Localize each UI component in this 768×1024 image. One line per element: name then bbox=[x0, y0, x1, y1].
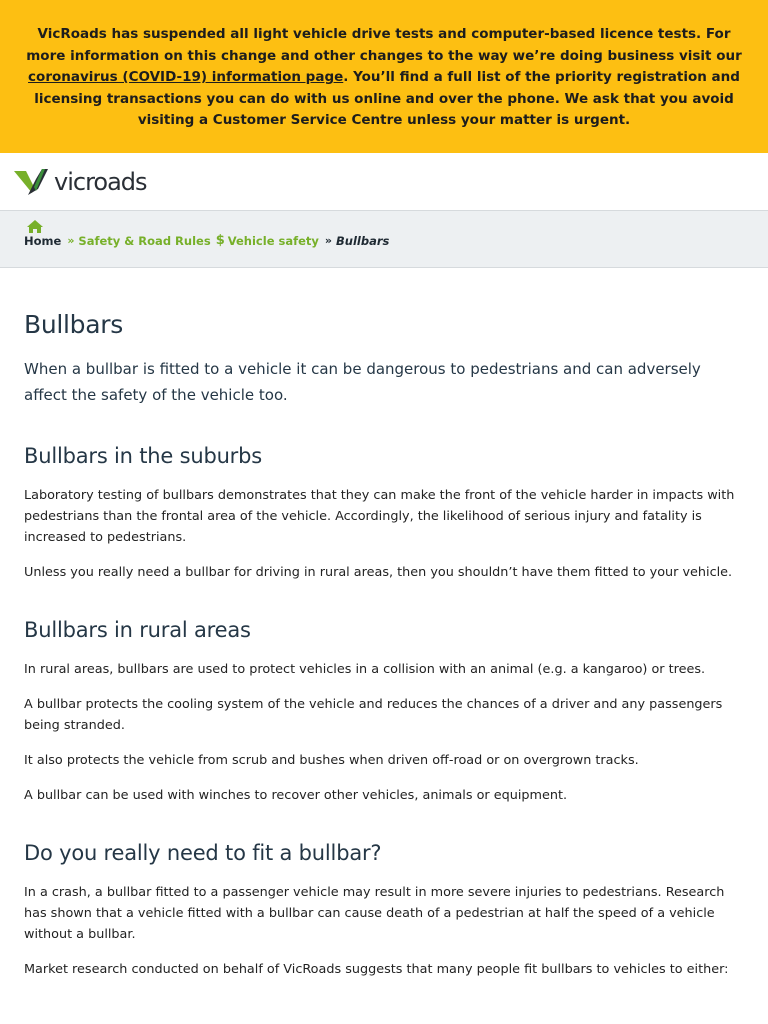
chevron-double-right-icon: » bbox=[324, 234, 333, 247]
paragraph: In rural areas, bullbars are used to protect vehicles in a collision with an animal (e.g. a kangaroo) or trees. bbox=[24, 662, 706, 677]
paragraph: A bullbar can be used with winches to recover other vehicles, animals or equipment. bbox=[24, 788, 568, 803]
paragraph: In a crash, a bullbar fitted to a passenger vehicle may result in more severe injuries to pedestrians. Research has shown that a vehicle fitted with a bullbar can cause death of a pedestrian at half the speed of a vehicle without a bullbar. bbox=[24, 885, 725, 942]
lead-paragraph: When a bullbar is fitted to a vehicle it can be dangerous to pedestrians and can adversely affect the safety of the vehicle too. bbox=[24, 360, 701, 404]
section-heading-need-bullbar: Do you really need to fit a bullbar? bbox=[24, 841, 382, 865]
paragraph: It also protects the vehicle from scrub and bushes when driven off-road or on overgrown tracks. bbox=[24, 753, 639, 768]
alert-text-before: VicRoads has suspended all light vehicle drive tests and computer-based licence tests. For more information on this change and other changes to the way we’re doing business visit our bbox=[26, 26, 742, 64]
covid-alert-banner bbox=[0, 0, 768, 153]
alert-text-after: . You’ll find a full list of the priority registration and licensing transactions you can do with us online and over the phone. We ask that you avoid visiting a Customer Service Centre unless your matter is urgent. bbox=[34, 69, 740, 128]
chevron-double-right-icon: » bbox=[67, 234, 75, 247]
site-header bbox=[0, 153, 768, 210]
breadcrumb-current: Bullbars bbox=[336, 233, 390, 248]
paragraph: Unless you really need a bullbar for driving in rural areas, then you shouldn’t have them fitted to your vehicle. bbox=[24, 565, 733, 580]
vicroads-logo[interactable] bbox=[12, 161, 768, 201]
section-heading-rural: Bullbars in rural areas bbox=[24, 618, 251, 642]
covid-info-link[interactable]: coronavirus (COVID-19) information page bbox=[28, 69, 344, 85]
paragraph: A bullbar protects the cooling system of the vehicle and reduces the chances of a driver and any passengers being stranded. bbox=[24, 697, 723, 733]
dollar-separator-icon: $ bbox=[215, 233, 225, 248]
section-heading-suburbs: Bullbars in the suburbs bbox=[24, 444, 262, 468]
paragraph: Laboratory testing of bullbars demonstrates that they can make the front of the vehicle harder in impacts with pedestrians than the frontal area of the vehicle. Accordingly, the likelihood of serious injury and fatality is increased to pedestrians. bbox=[24, 488, 735, 545]
breadcrumb-safety-road-rules[interactable]: Safety & Road Rules bbox=[78, 233, 211, 248]
page-title: Bullbars bbox=[24, 310, 123, 339]
breadcrumb-home[interactable]: Home bbox=[24, 233, 62, 248]
breadcrumb bbox=[0, 210, 768, 268]
paragraph: Market research conducted on behalf of VicRoads suggests that many people fit bullbars to vehicles to either: bbox=[24, 962, 729, 977]
article bbox=[0, 310, 768, 980]
breadcrumb-vehicle-safety[interactable]: Vehicle safety bbox=[227, 233, 319, 248]
logo-text: vicroads bbox=[54, 168, 147, 196]
vicroads-logo-icon bbox=[12, 165, 52, 197]
